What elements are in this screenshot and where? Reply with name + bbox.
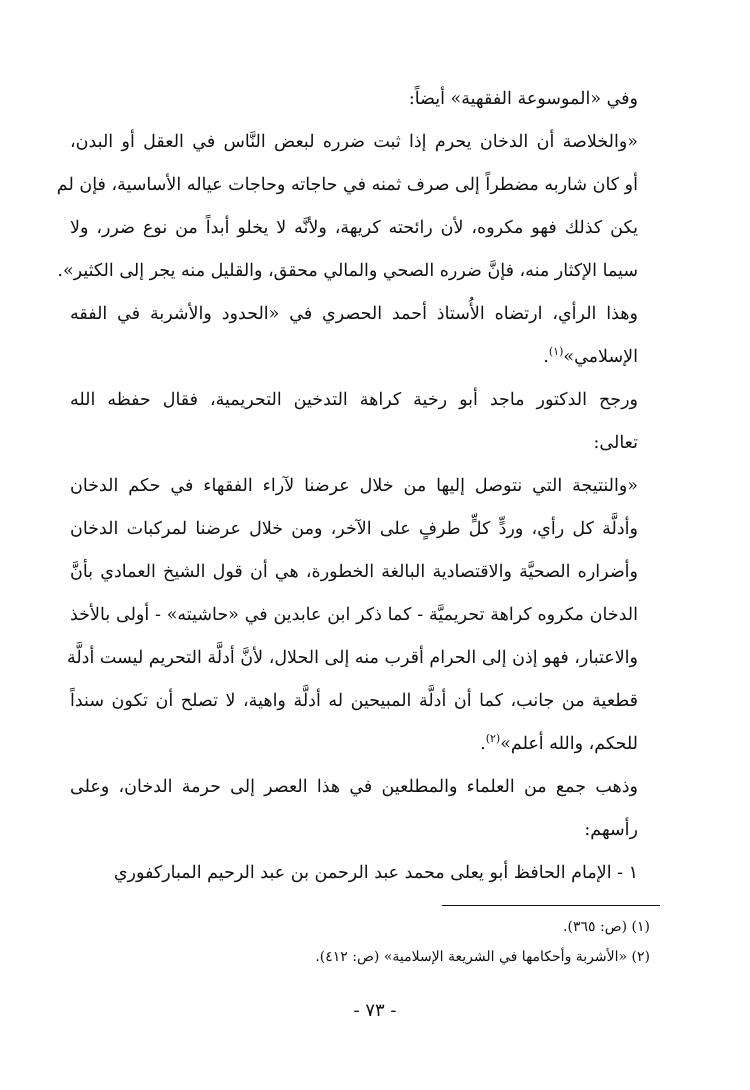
text-line: والاعتبار، فهو إذن إلى الحرام أقرب منه إلى الحلال، لأنَّ أدلَّة التحريم ليست أدلَّة [66, 648, 638, 668]
text-line: أو كان شاربه مضطراً إلى صرف ثمنه في حاجاته وحاجات عياله الأساسية، فإن لم [56, 175, 638, 195]
text-line: وأدلَّة كل رأي، وردٍّ كلٍّ طرفٍ على الآخر، ومن خلال عرضنا لمركبات الدخان [70, 519, 638, 539]
text-line: ورجح الدكتور ماجد أبو رخية كراهة التدخين التحريمية، فقال حفظه الله [70, 390, 638, 410]
text-line-with-footnote [70, 336, 638, 379]
text-line: وذهب جمع من العلماء والمطلعين في هذا العصر إلى حرمة الدخان، وعلى [70, 777, 638, 797]
page-number: - ٧٣ - [353, 1000, 397, 1021]
footnote-ref-1: (١) [548, 345, 564, 359]
text-line: وفي «الموسوعة الفقهية» أيضاً: [408, 89, 638, 109]
footnote-separator [442, 905, 660, 906]
text-line: وهذا الرأي، ارتضاه الأُستاذ أحمد الحصري في «الحدود والأشربة في الفقه [70, 304, 638, 324]
text-line: «والخلاصة أن الدخان يحرم إذا ثبت ضرره لبعض النَّاس في العقل أو البدن، [70, 132, 638, 152]
text-line-with-footnote [70, 723, 638, 766]
text-line: ١ - الإمام الحافظ أبو يعلى محمد عبد الرحمن بن عبد الرحيم المباركفوري [113, 863, 638, 883]
text-line: يكن كذلك فهو مكروه، لأن رائحته كريهة، ولأنَّه لا يخلو أبداً من نوع ضرر، ولا [70, 218, 638, 238]
text-line: رأسهم: [584, 820, 638, 840]
paragraph-4 [70, 379, 660, 465]
text-line: تعالى: [593, 433, 638, 453]
paragraph-5-quote [66, 465, 660, 766]
text-line: قطعية من جانب، كما أن أدلَّة المبيحين له أدلَّة واهية، لا تصلح أن تكون سنداً [70, 691, 638, 711]
paragraph-3 [70, 293, 660, 379]
page-body [56, 78, 660, 895]
text-fragment: . [543, 347, 549, 367]
paragraph-6 [70, 766, 660, 852]
paragraph-2-quote [56, 121, 660, 293]
text-fragment: الإسلامي» [563, 347, 638, 367]
footnote-ref-2: (٢) [485, 732, 501, 746]
footnotes [70, 912, 650, 972]
text-fragment: . [480, 734, 486, 754]
text-line: الدخان مكروه كراهة تحريميَّة - كما ذكر ابن عابدين في «حاشيته» - أولى بالأخذ [70, 605, 638, 625]
paragraph-7-list-item [70, 852, 660, 895]
text-line: وأضراره الصحيَّة والاقتصادية البالغة الخطورة، هي أن قول الشيخ العمادي بأنَّ [70, 562, 638, 582]
paragraph-1 [70, 78, 660, 121]
text-fragment: للحكم، والله أعلم» [500, 734, 638, 754]
footnote-1: (١) (ص: ٣٦٥). [563, 919, 650, 935]
footnote-2: (٢) «الأشربة وأحكامها في الشريعة الإسلامية» (ص: ٤١٢). [315, 949, 650, 965]
text-line: «والنتيجة التي نتوصل إليها من خلال عرضنا لآراء الفقهاء في حكم الدخان [70, 476, 638, 496]
text-line: سيما الإكثار منه، فإنَّ ضرره الصحي والمالي محقق، والقليل منه يجر إلى الكثير». [57, 261, 638, 281]
